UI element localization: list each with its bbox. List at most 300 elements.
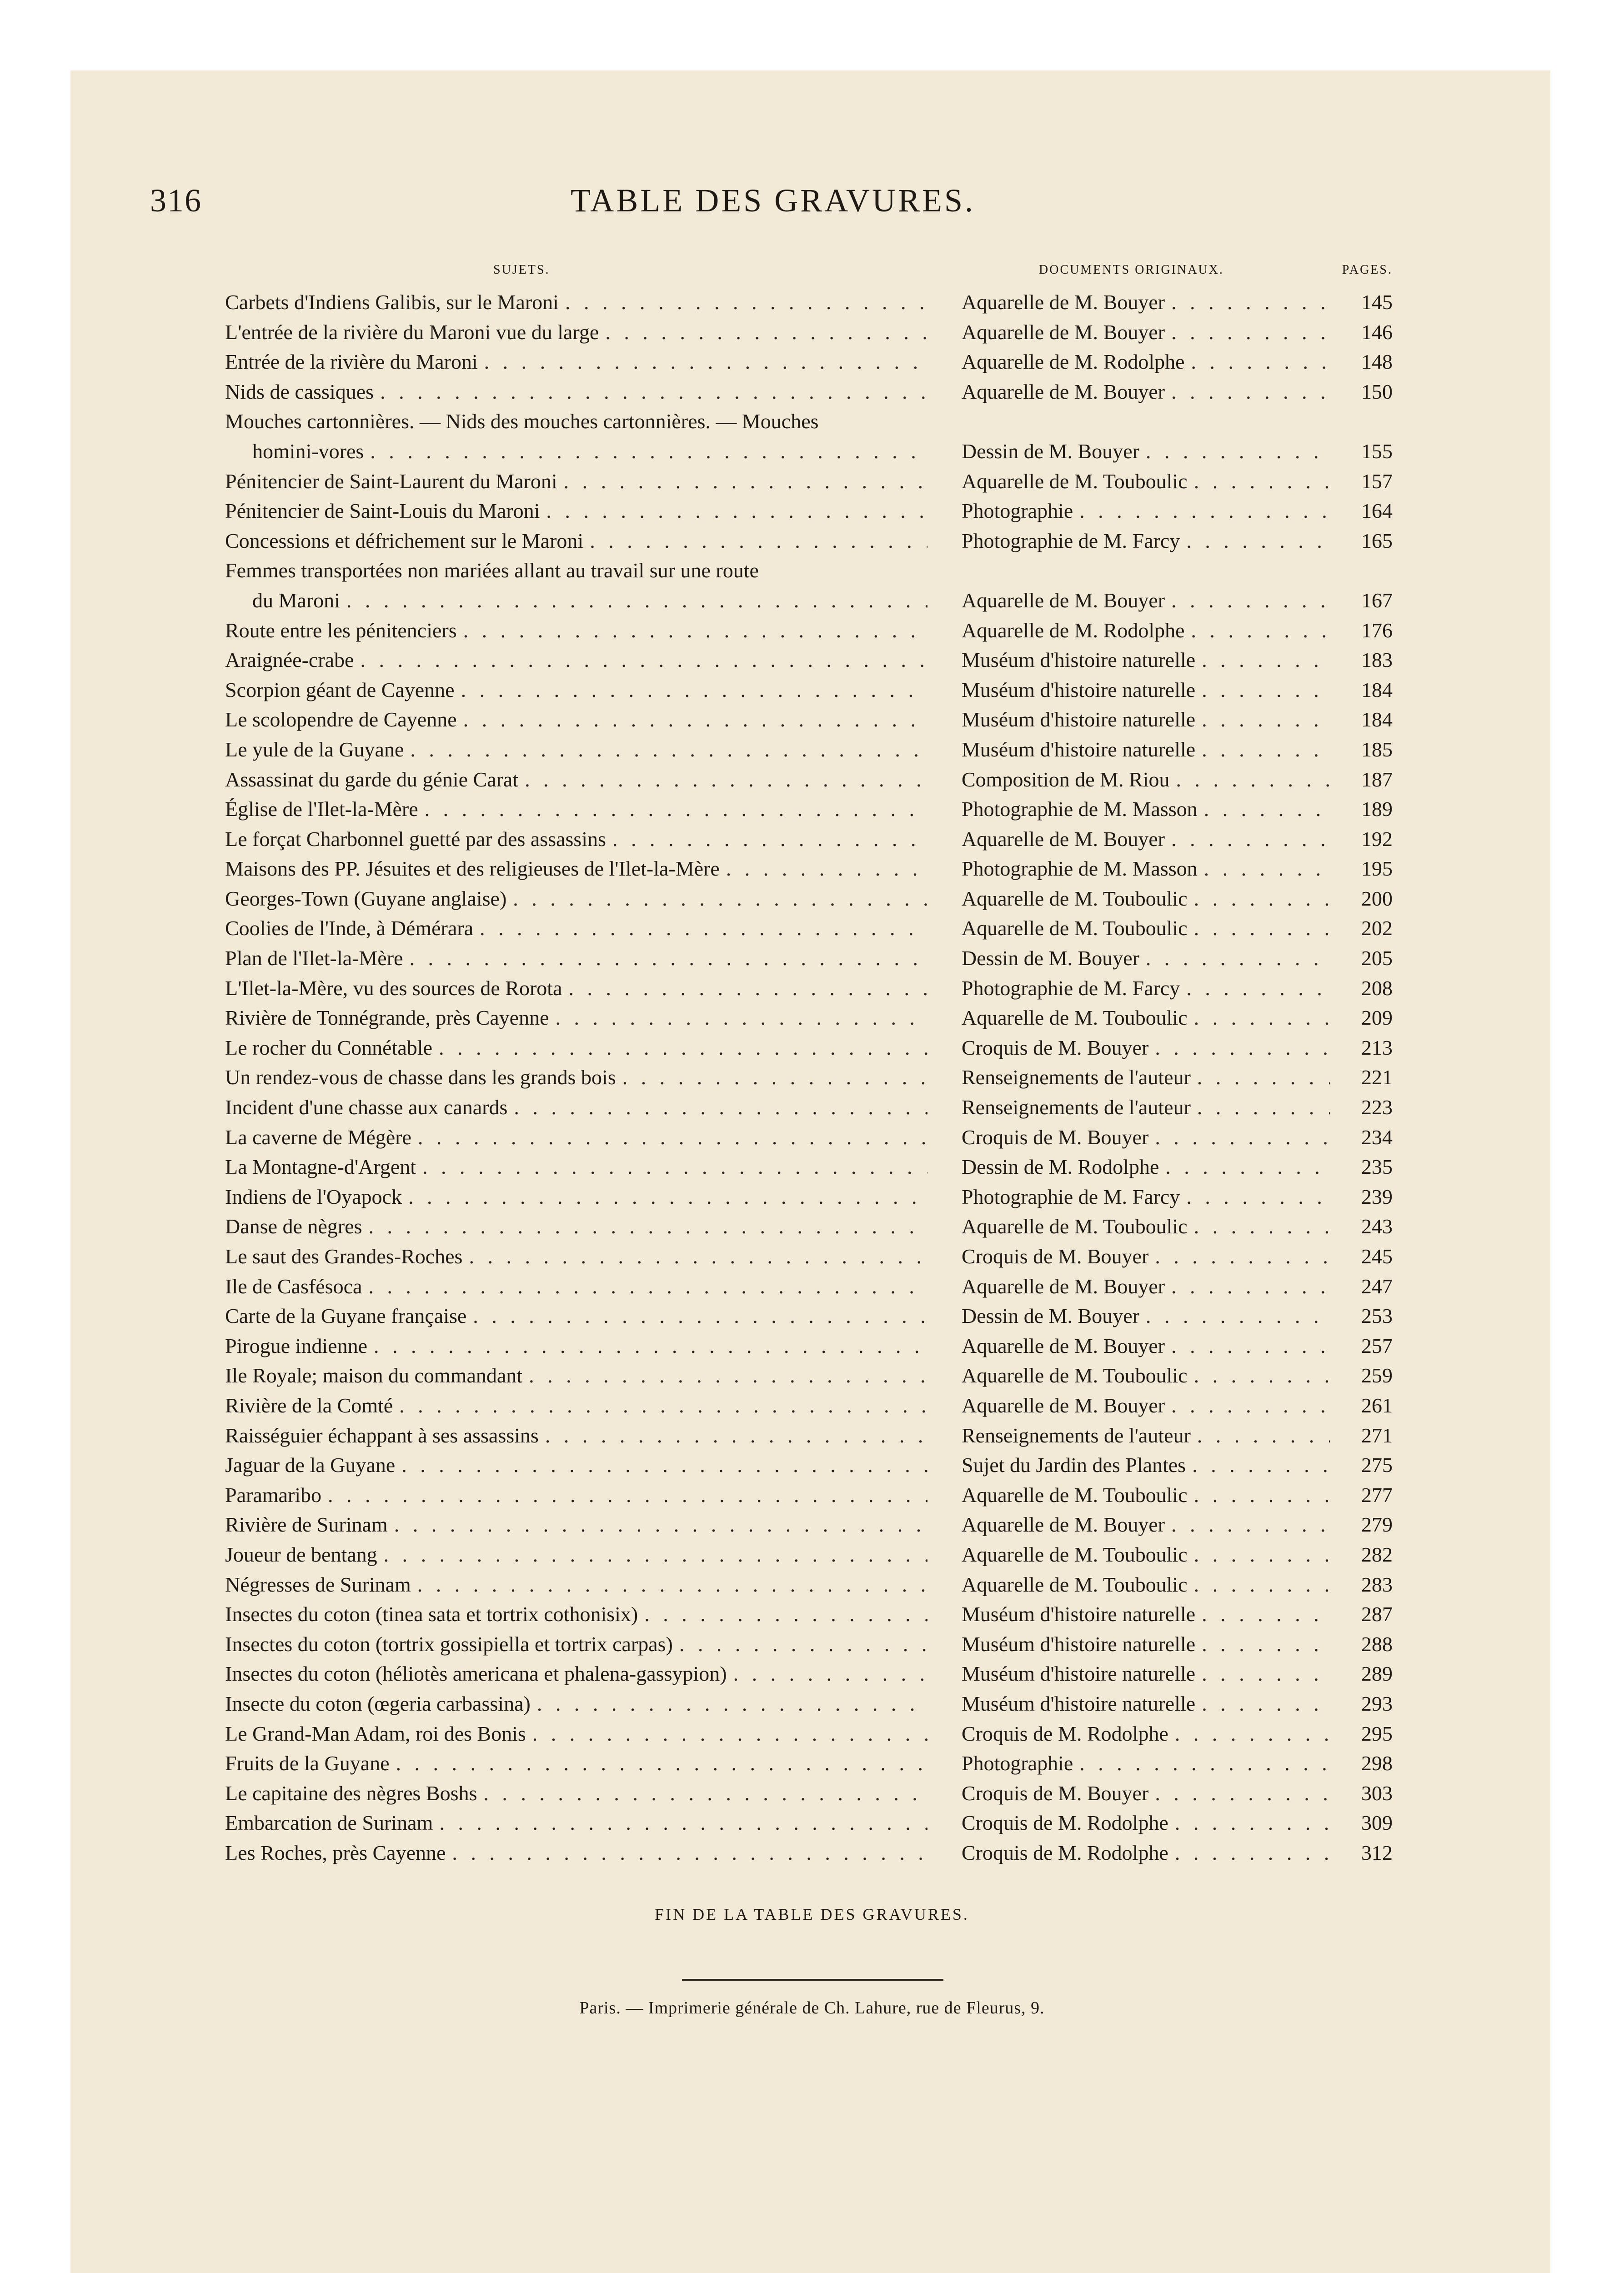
page-cell: [1338, 1480, 1393, 1510]
table-row: [225, 1301, 1393, 1331]
dot-leader: [439, 1033, 927, 1063]
dot-leader: [733, 1659, 927, 1689]
document-cell: [962, 1092, 1330, 1122]
dot-leader: [1186, 526, 1330, 556]
dot-leader: [1165, 1152, 1330, 1182]
subject-cell: [225, 824, 927, 854]
subject-cell: [225, 287, 927, 317]
page-cell: [1338, 884, 1393, 914]
dot-leader: [1202, 645, 1330, 675]
table-row: [225, 406, 1393, 466]
page-ref: 247: [1361, 1274, 1393, 1298]
page-cell: [1338, 765, 1393, 795]
page-cell: [1338, 1301, 1393, 1331]
subject-text: Route entre les pénitenciers: [225, 618, 457, 642]
subject-text: Danse de nègres: [225, 1215, 362, 1238]
subject-cell: [225, 317, 927, 347]
subject-text: Raisséguier échappant à ses assassins: [225, 1423, 539, 1447]
dot-leader: [546, 496, 927, 526]
document-cell: [962, 317, 1330, 347]
subject-cell: [225, 1212, 927, 1242]
subject-cell: [225, 765, 927, 795]
subject-cell: [225, 616, 927, 646]
page-ref: 145: [1361, 290, 1393, 314]
document-text: Aquarelle de M. Bouyer: [962, 588, 1165, 612]
subject-cell: [225, 794, 927, 824]
page-ref: 146: [1361, 320, 1393, 344]
document-cell: [962, 735, 1330, 765]
subject-cell: [225, 1391, 927, 1421]
page-cell: [1338, 1361, 1393, 1391]
subject-text: Le saut des Grandes-Roches: [225, 1245, 463, 1268]
subject-text: Entrée de la rivière du Maroni: [225, 350, 478, 374]
subject-cell: [225, 1062, 927, 1092]
table-row: [225, 1092, 1393, 1122]
dot-leader: [1171, 1331, 1330, 1361]
dot-leader: [1194, 466, 1330, 496]
page-ref: 164: [1361, 499, 1393, 523]
dot-leader: [409, 943, 927, 973]
page-ref: 287: [1361, 1602, 1393, 1626]
subject-cell: [225, 1659, 927, 1689]
page-ref: 277: [1361, 1483, 1393, 1507]
subject-cell: [225, 1331, 927, 1361]
dot-leader: [1155, 1122, 1330, 1152]
subject-text: La Montagne-d'Argent: [225, 1155, 416, 1179]
subject-cell: [225, 1033, 927, 1063]
page-ref: 157: [1361, 469, 1393, 493]
dot-leader: [396, 1748, 927, 1778]
dot-leader: [1155, 1033, 1330, 1063]
document-cell: [962, 1450, 1330, 1480]
document-text: Aquarelle de M. Bouyer: [962, 380, 1165, 403]
dot-leader: [1175, 1838, 1330, 1868]
subject-text: Le scolopendre de Cayenne: [225, 708, 457, 731]
page-cell: [1338, 616, 1393, 646]
dot-leader: [514, 1092, 927, 1122]
dot-leader: [380, 377, 927, 407]
table-row: [225, 556, 1393, 615]
document-cell: [962, 884, 1330, 914]
dot-leader: [537, 1689, 927, 1719]
document-text: Aquarelle de M. Touboulic: [962, 1483, 1188, 1507]
page-ref: 293: [1361, 1692, 1393, 1715]
subject-cell: [225, 1361, 927, 1391]
page-ref: 257: [1361, 1334, 1393, 1357]
subject-cell: [225, 1272, 927, 1302]
subject-text: Carte de la Guyane française: [225, 1304, 467, 1328]
subject-cell: [225, 1450, 927, 1480]
dot-leader: [1171, 317, 1330, 347]
document-text: Croquis de M. Rodolphe: [962, 1841, 1168, 1864]
dot-leader: [1146, 1301, 1330, 1331]
table-row: [225, 1570, 1393, 1600]
document-text: Muséum d'histoire naturelle: [962, 737, 1196, 761]
subject-first-line: Femmes transportées non mariées allant au travail sur une route: [225, 559, 759, 582]
dot-leader: [401, 1450, 927, 1480]
document-text: Croquis de M. Bouyer: [962, 1036, 1149, 1059]
subject-cell: [225, 1003, 927, 1033]
subject-cell: [225, 1719, 927, 1749]
page-cell: [1338, 1719, 1393, 1749]
page-ref: 183: [1361, 648, 1393, 672]
document-cell: [962, 347, 1330, 377]
page-cell: [1338, 556, 1393, 615]
subject-text: homini-vores: [252, 439, 364, 463]
column-header-documents: DOCUMENTS ORIGINAUX.: [1039, 263, 1224, 277]
page-cell: [1338, 1272, 1393, 1302]
document-text: Aquarelle de M. Bouyer: [962, 1334, 1165, 1357]
subject-cell: [225, 1540, 927, 1570]
page-ref: 223: [1361, 1096, 1393, 1119]
document-text: Muséum d'histoire naturelle: [962, 1602, 1196, 1626]
page-ref: 167: [1361, 588, 1393, 612]
dot-leader: [360, 645, 927, 675]
page-cell: [1338, 794, 1393, 824]
subject-cell: [225, 913, 927, 943]
document-text: Aquarelle de M. Rodolphe: [962, 618, 1185, 642]
document-cell: [962, 1003, 1330, 1033]
table-row: [225, 705, 1393, 735]
subject-cell: [225, 377, 927, 407]
dot-leader: [439, 1808, 927, 1838]
document-text: Croquis de M. Bouyer: [962, 1781, 1149, 1805]
table-row: [225, 854, 1393, 884]
table-row: [225, 1540, 1393, 1570]
page-cell: [1338, 1003, 1393, 1033]
subject-cell: [225, 1242, 927, 1272]
dot-leader: [1202, 1659, 1330, 1689]
dot-leader: [1194, 884, 1330, 914]
page-cell: [1338, 1062, 1393, 1092]
subject-cell: [225, 1152, 927, 1182]
page-cell: [1338, 1808, 1393, 1838]
page-ref: 288: [1361, 1632, 1393, 1656]
dot-leader: [1176, 765, 1330, 795]
page-ref: 148: [1361, 350, 1393, 374]
page-cell: [1338, 1331, 1393, 1361]
page-cell: [1338, 377, 1393, 407]
document-cell: [962, 1301, 1330, 1331]
document-cell: [962, 1242, 1330, 1272]
engravings-table: [225, 287, 1393, 1867]
page-cell: [1338, 854, 1393, 884]
table-row: [225, 765, 1393, 795]
table-row: [225, 1003, 1393, 1033]
document-cell: [962, 824, 1330, 854]
dot-leader: [529, 1361, 927, 1391]
document-text: Muséum d'histoire naturelle: [962, 648, 1196, 672]
subject-text: Pénitencier de Saint-Laurent du Maroni: [225, 469, 557, 493]
page-cell: [1338, 973, 1393, 1003]
dot-leader: [1175, 1808, 1330, 1838]
table-row: [225, 1599, 1393, 1629]
page-cell: [1338, 1242, 1393, 1272]
page-ref: 234: [1361, 1125, 1393, 1149]
dot-leader: [346, 586, 927, 616]
page-ref: 221: [1361, 1066, 1393, 1089]
document-text: Composition de M. Riou: [962, 767, 1170, 791]
document-text: Croquis de M. Rodolphe: [962, 1811, 1168, 1835]
document-text: Croquis de M. Bouyer: [962, 1125, 1149, 1149]
page-ref: 200: [1361, 886, 1393, 910]
document-cell: [962, 1659, 1330, 1689]
dot-leader: [480, 913, 927, 943]
dot-leader: [1146, 436, 1330, 466]
document-cell: [962, 1122, 1330, 1152]
table-row: [225, 496, 1393, 526]
dot-leader: [545, 1421, 927, 1451]
subject-cell: [225, 1122, 927, 1152]
page-cell: [1338, 824, 1393, 854]
document-text: Sujet du Jardin des Plantes: [962, 1453, 1186, 1477]
dot-leader: [473, 1301, 927, 1331]
page-ref: 298: [1361, 1752, 1393, 1775]
document-cell: [962, 406, 1330, 466]
subject-text: Un rendez-vous de chasse dans les grands bois: [225, 1066, 616, 1089]
dot-leader: [612, 824, 927, 854]
page-cell: [1338, 1182, 1393, 1212]
dot-leader: [1186, 973, 1330, 1003]
document-cell: [962, 913, 1330, 943]
page-cell: [1338, 1212, 1393, 1242]
dot-leader: [1146, 943, 1330, 973]
dot-leader: [622, 1062, 927, 1092]
column-headers: [225, 263, 1393, 290]
table-row: [225, 1629, 1393, 1659]
table-row: [225, 943, 1393, 973]
table-row: [225, 1778, 1393, 1808]
page-cell: [1338, 1122, 1393, 1152]
document-text: Croquis de M. Rodolphe: [962, 1722, 1168, 1745]
table-row: [225, 824, 1393, 854]
document-cell: [962, 556, 1330, 615]
table-row: [225, 1033, 1393, 1063]
dot-leader: [1171, 824, 1330, 854]
document-cell: [962, 466, 1330, 496]
dot-leader: [1171, 287, 1330, 317]
subject-text: Rivière de Tonnégrande, près Cayenne: [225, 1006, 549, 1030]
subject-cell: [225, 1599, 927, 1629]
dot-leader: [568, 973, 927, 1003]
dot-leader: [1191, 616, 1330, 646]
table-row: [225, 1212, 1393, 1242]
subject-text: Rivière de Surinam: [225, 1513, 388, 1537]
page-ref: 155: [1361, 439, 1393, 463]
divider-rule: [682, 1979, 943, 1981]
table-row: [225, 1122, 1393, 1152]
dot-leader: [399, 1391, 927, 1421]
table-row: [225, 1450, 1393, 1480]
dot-leader: [1079, 1748, 1330, 1778]
column-header-pages: PAGES.: [1342, 263, 1393, 277]
page-ref: 253: [1361, 1304, 1393, 1328]
subject-text: Jaguar de la Guyane: [225, 1453, 396, 1477]
subject-text: Insecte du coton (œgeria carbassina): [225, 1692, 531, 1715]
document-text: Aquarelle de M. Touboulic: [962, 1006, 1188, 1030]
document-text: Aquarelle de M. Touboulic: [962, 1364, 1188, 1387]
end-note: FIN DE LA TABLE DES GRAVURES.: [655, 1905, 969, 1923]
subject-text: Scorpion géant de Cayenne: [225, 678, 455, 701]
table-row: [225, 317, 1393, 347]
subject-cell: [225, 973, 927, 1003]
dot-leader: [1194, 1361, 1330, 1391]
dot-leader: [1202, 705, 1330, 735]
document-cell: [962, 1421, 1330, 1451]
subject-text: Paramaribo: [225, 1483, 322, 1507]
subject-text: Plan de l'Ilet-la-Mère: [225, 946, 403, 970]
subject-cell: [225, 526, 927, 556]
subject-text: Fruits de la Guyane: [225, 1752, 390, 1775]
document-text: Renseignements de l'auteur: [962, 1066, 1191, 1089]
dot-leader: [1186, 1182, 1330, 1212]
subject-text: Pirogue indienne: [225, 1334, 367, 1357]
document-text: Muséum d'histoire naturelle: [962, 1632, 1196, 1656]
page-ref: 235: [1361, 1155, 1393, 1179]
dot-leader: [425, 794, 927, 824]
document-text: Renseignements de l'auteur: [962, 1096, 1191, 1119]
document-cell: [962, 645, 1330, 675]
subject-text: Nids de cassiques: [225, 380, 374, 403]
page-cell: [1338, 1629, 1393, 1659]
page-ref: 303: [1361, 1781, 1393, 1805]
document-text: Photographie de M. Masson: [962, 797, 1198, 821]
document-cell: [962, 1182, 1330, 1212]
dot-leader: [1171, 1510, 1330, 1540]
dot-leader: [1202, 675, 1330, 705]
dot-leader: [469, 1242, 927, 1272]
dot-leader: [1194, 913, 1330, 943]
document-text: Muséum d'histoire naturelle: [962, 708, 1196, 731]
subject-cell: [225, 1689, 927, 1719]
document-text: Muséum d'histoire naturelle: [962, 1692, 1196, 1715]
page-cell: [1338, 1092, 1393, 1122]
page-ref: 275: [1361, 1453, 1393, 1477]
document-cell: [962, 765, 1330, 795]
subject-text: Rivière de la Comté: [225, 1393, 393, 1417]
page-cell: [1338, 913, 1393, 943]
document-text: Renseignements de l'auteur: [962, 1423, 1191, 1447]
page-cell: [1338, 675, 1393, 705]
page-ref: 283: [1361, 1572, 1393, 1596]
subject-cell: [225, 406, 927, 466]
table-row: [225, 675, 1393, 705]
table-row: [225, 377, 1393, 407]
table-row: [225, 1062, 1393, 1092]
page-cell: [1338, 1540, 1393, 1570]
document-text: Photographie de M. Farcy: [962, 1185, 1180, 1208]
document-cell: [962, 1570, 1330, 1600]
document-cell: [962, 854, 1330, 884]
document-text: Aquarelle de M. Touboulic: [962, 886, 1188, 910]
document-cell: [962, 1331, 1330, 1361]
dot-leader: [483, 1778, 927, 1808]
page-cell: [1338, 1421, 1393, 1451]
page-cell: [1338, 466, 1393, 496]
page-ref: 282: [1361, 1542, 1393, 1566]
table-row: [225, 884, 1393, 914]
document-cell: [962, 1152, 1330, 1182]
document-cell: [962, 1629, 1330, 1659]
document-cell: [962, 1719, 1330, 1749]
dot-leader: [384, 1540, 927, 1570]
dot-leader: [1202, 1599, 1330, 1629]
table-row: [225, 1748, 1393, 1778]
document-text: Aquarelle de M. Touboulic: [962, 1215, 1188, 1238]
table-row: [225, 526, 1393, 556]
dot-leader: [556, 1003, 927, 1033]
page-ref: 213: [1361, 1036, 1393, 1059]
dot-leader: [394, 1510, 927, 1540]
document-text: Dessin de M. Bouyer: [962, 439, 1139, 463]
document-cell: [962, 1778, 1330, 1808]
page-cell: [1338, 645, 1393, 675]
page-cell: [1338, 943, 1393, 973]
dot-leader: [532, 1719, 927, 1749]
page-ref: 243: [1361, 1215, 1393, 1238]
document-text: Dessin de M. Rodolphe: [962, 1155, 1159, 1179]
subject-cell: [225, 645, 927, 675]
subject-cell: [225, 1778, 927, 1808]
subject-text: Insectes du coton (tortrix gossipiella et tortrix carpas): [225, 1632, 673, 1656]
page-ref: 195: [1361, 857, 1393, 881]
dot-leader: [679, 1629, 927, 1659]
subject-text: Le rocher du Connétable: [225, 1036, 432, 1059]
page-ref: 184: [1361, 678, 1393, 701]
subject-cell: [225, 884, 927, 914]
subject-text: Incident d'une chasse aux canards: [225, 1096, 508, 1119]
subject-text: Ile Royale; maison du commandant: [225, 1364, 523, 1387]
dot-leader: [565, 287, 927, 317]
table-row: [225, 1361, 1393, 1391]
subject-cell: [225, 1838, 927, 1868]
page-ref: 259: [1361, 1364, 1393, 1387]
subject-text: Église de l'Ilet-la-Mère: [225, 797, 418, 821]
page-cell: [1338, 735, 1393, 765]
document-cell: [962, 526, 1330, 556]
dot-leader: [410, 735, 927, 765]
subject-cell: [225, 675, 927, 705]
page-cell: [1338, 1450, 1393, 1480]
page-cell: [1338, 1778, 1393, 1808]
document-text: Dessin de M. Bouyer: [962, 1304, 1139, 1328]
subject-text: Ile de Casfésoca: [225, 1274, 362, 1298]
document-text: Aquarelle de M. Bouyer: [962, 290, 1165, 314]
table-row: [225, 1242, 1393, 1272]
page-ref: 205: [1361, 946, 1393, 970]
page-ref: 189: [1361, 797, 1393, 821]
subject-text: Le capitaine des nègres Boshs: [225, 1781, 477, 1805]
subject-text: Négresses de Surinam: [225, 1572, 411, 1596]
dot-leader: [1171, 1272, 1330, 1302]
page-cell: [1338, 1659, 1393, 1689]
document-text: Aquarelle de M. Rodolphe: [962, 350, 1185, 374]
subject-text: Indiens de l'Oyapock: [225, 1185, 402, 1208]
column-header-subjects: SUJETS.: [493, 263, 550, 277]
subject-cell: [225, 1748, 927, 1778]
document-text: Aquarelle de M. Bouyer: [962, 1513, 1165, 1537]
dot-leader: [484, 347, 927, 377]
page-ref: 245: [1361, 1245, 1393, 1268]
subject-cell: [225, 1570, 927, 1600]
page-ref: 261: [1361, 1393, 1393, 1417]
document-text: Photographie: [962, 1752, 1073, 1775]
subject-cell: [225, 1182, 927, 1212]
dot-leader: [1171, 377, 1330, 407]
dot-leader: [1197, 1092, 1330, 1122]
dot-leader: [1191, 347, 1330, 377]
page-cell: [1338, 1570, 1393, 1600]
